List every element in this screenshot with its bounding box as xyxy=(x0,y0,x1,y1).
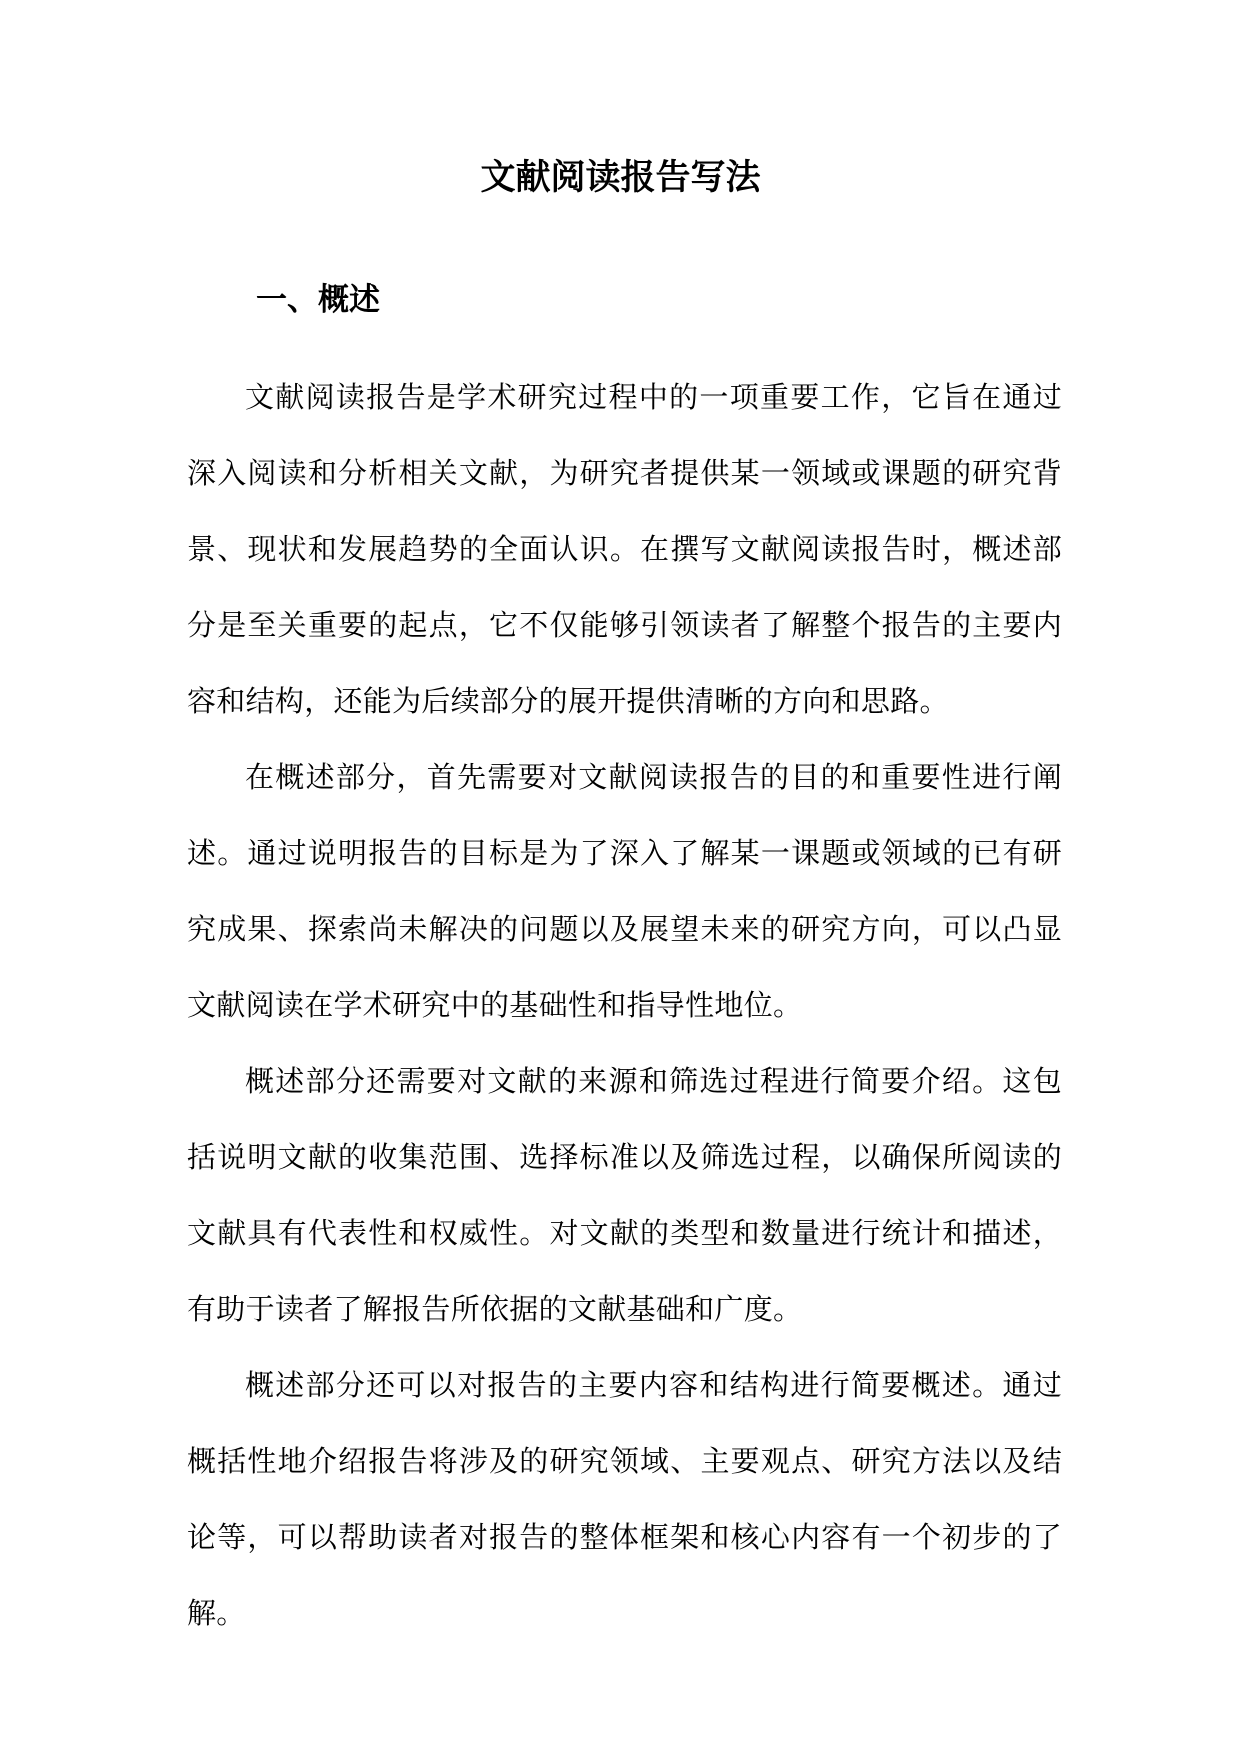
document-title: 文献阅读报告写法 xyxy=(480,157,761,198)
paragraph-1: 文献阅读报告是学术研究过程中的一项重要工作，它旨在通过深入阅读和分析相关文献，为研究者提供某一领域或课题的研究背景、现状和发展趋势的全面认识。在撰写文献阅读报告时，概述部分是至关重要的起点，它不仅能够引领读者了解整个报告的主要内容和结构，还能为后续部分的展开提供清晰的方向和思路。 xyxy=(187,380,1062,718)
paragraph-4: 概述部分还可以对报告的主要内容和结构进行简要概述。通过概括性地介绍报告将涉及的研究领域、主要观点、研究方法以及结论等，可以帮助读者对报告的整体框架和核心内容有一个初步的了解。 xyxy=(187,1368,1062,1630)
section-body-overview xyxy=(187,359,1062,1651)
section-heading-overview: 一、概述 xyxy=(256,282,380,318)
paragraph-2: 在概述部分，首先需要对文献阅读报告的目的和重要性进行阐述。通过说明报告的目标是为了深入了解某一课题或领域的已有研究成果、探索尚未解决的问题以及展望未来的研究方向，可以凸显文献阅读在学术研究中的基础性和指导性地位。 xyxy=(187,760,1062,1022)
paragraph-3: 概述部分还需要对文献的来源和筛选过程进行简要介绍。这包括说明文献的收集范围、选择标准以及筛选过程，以确保所阅读的文献具有代表性和权威性。对文献的类型和数量进行统计和描述，有助于读者了解报告所依据的文献基础和广度。 xyxy=(187,1064,1062,1326)
